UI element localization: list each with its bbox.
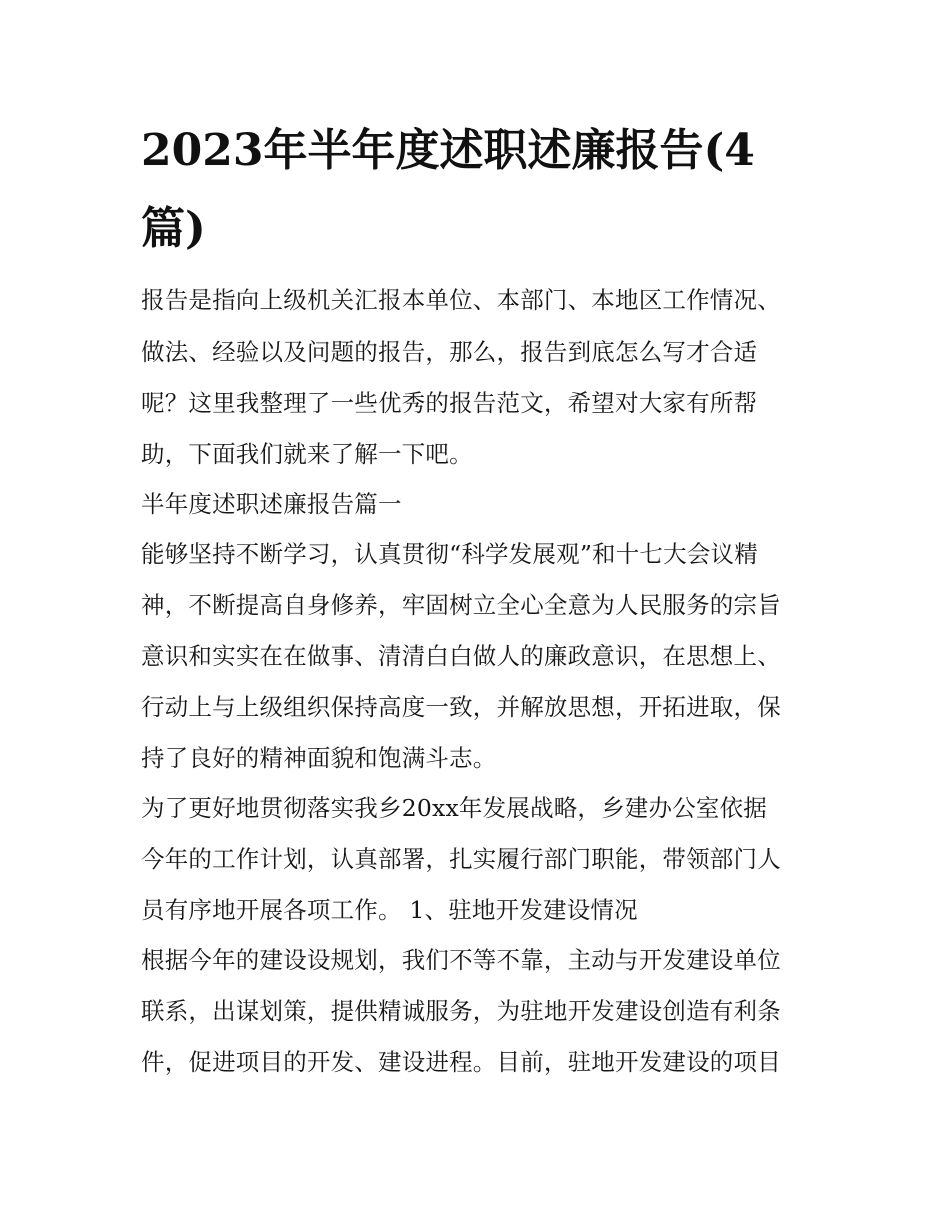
title-line-1: 2023年半年度述职述廉报告(4: [141, 125, 755, 176]
body-line-11: 为了更好地贯彻落实我乡20xx年发展战略，乡建办公室依据: [141, 794, 768, 822]
body-line-15: 联系，出谋划策，提供精诚服务，为驻地开发建设创造有利条: [141, 997, 781, 1025]
body-line-16: 件，促进项目的开发、建设进程。目前，驻地开发建设的项目: [141, 1048, 781, 1076]
body-line-12: 今年的工作计划，认真部署，扎实履行部门职能，带领部门人: [141, 845, 781, 873]
body-line-7: 神，不断提高自身修养，牢固树立全心全意为人民服务的宗旨: [141, 591, 781, 619]
section-heading: 半年度述职述廉报告篇一: [141, 490, 402, 518]
body-line-2: 做法、经验以及问题的报告，那么，报告到底怎么写才合适: [141, 338, 758, 366]
body-line-13: 员有序地开展各项工作。 1、驻地开发建设情况: [141, 896, 638, 924]
document-title: [141, 112, 821, 268]
body-line-14: 根据今年的建设设规划，我们不等不靠，主动与开发建设单位: [141, 946, 781, 974]
body-line-9: 行动上与上级组织保持高度一致，并解放思想，开拓进取，保: [141, 693, 781, 721]
body-line-3: 呢？这里我整理了一些优秀的报告范文，希望对大家有所帮: [141, 389, 758, 417]
title-line-2: 篇): [141, 203, 206, 254]
body-line-10: 持了良好的精神面貌和饱满斗志。: [141, 744, 497, 772]
body-line-4: 助，下面我们就来了解一下吧。: [141, 440, 473, 468]
body-line-1: 报告是指向上级机关汇报本单位、本部门、本地区工作情况、: [141, 286, 781, 314]
body-line-6: 能够坚持不断学习，认真贯彻“科学发展观”和十七大会议精: [141, 540, 758, 568]
body-line-8: 意识和实实在在做事、清清白白做人的廉政意识，在思想上、: [141, 642, 781, 670]
